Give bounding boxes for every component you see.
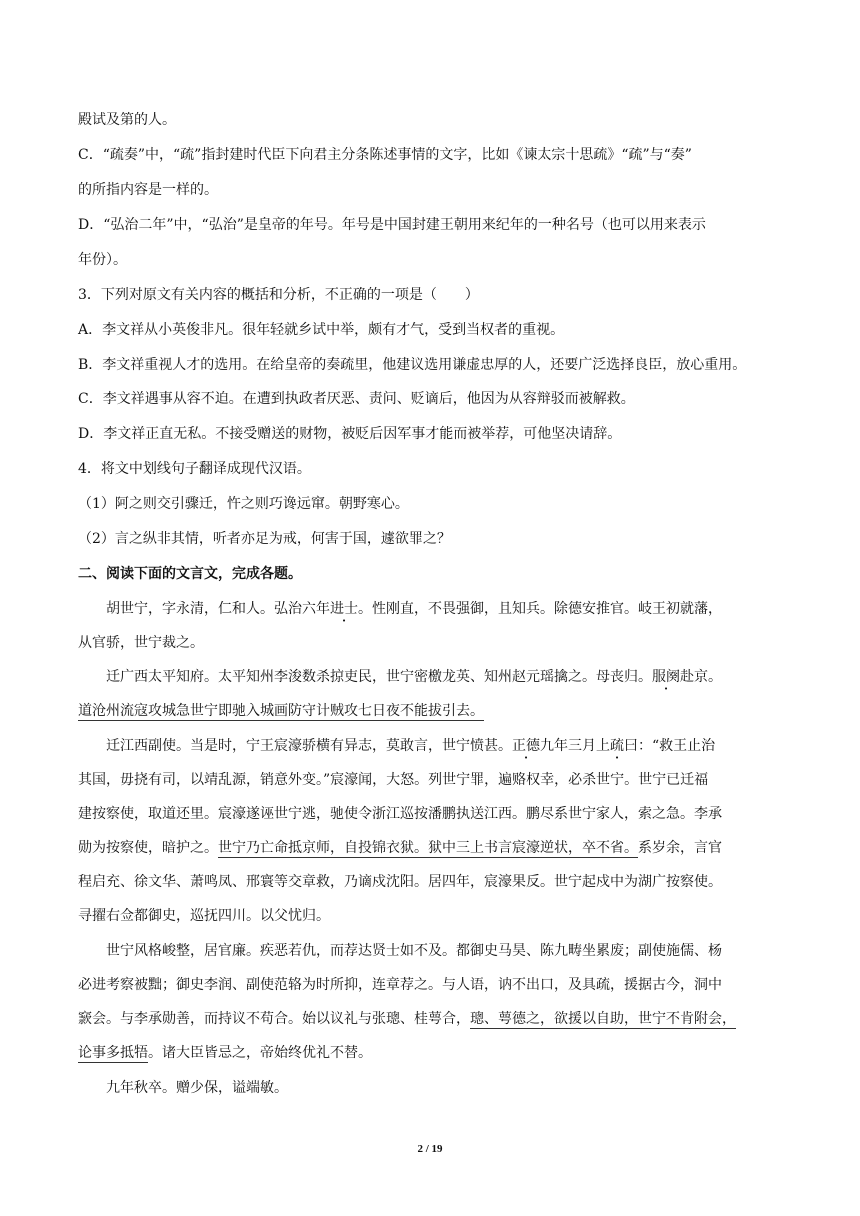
q3-option-b: B．李文祥重视人才的选用。在给皇帝的奏疏里，他建议选用谦虚忠厚的人，还要广泛选择良臣，放心重用。 [78, 357, 747, 373]
q3-option-a: A．李文祥从小英俊非凡。很年轻就乡试中举，颇有才气，受到当权者的重视。 [78, 322, 565, 338]
text-span: 胡世宁，字永清，仁和人。弘治六年 [106, 601, 330, 617]
page-number: 2 / 19 [417, 1143, 443, 1155]
q2-option-d-line2: 年份）。 [78, 252, 127, 268]
dotted-term: 进士 [330, 601, 358, 617]
passage-p3-line2: 其国，毋挠有司，以靖乱源，销意外变。”宸濠闻，大怒。列世宁罪，遍赂权幸，必杀世宁。世宁已迁福 [78, 772, 709, 788]
passage-p2-line1 [106, 667, 790, 687]
text-span: 九年三月上 [540, 738, 610, 754]
passage-p4-line4 [78, 1043, 790, 1063]
section2-heading: 二、阅读下面的文言文，完成各题。 [78, 566, 302, 582]
passage-p1-line2: 从官骄，世宁裁之。 [78, 635, 204, 651]
text-span: 迁广西太平知府。太平知州李浚数杀掠吏民，世宁密檄龙英、知州赵元瑶擒之。母丧归。 [106, 669, 652, 685]
q2-option-c-line2: 的所指内容是一样的。 [78, 182, 218, 198]
q2-option-a-end: 殿试及第的人。 [78, 112, 176, 128]
q3-option-c: C．李文祥遇事从容不迫。在遭到执政者厌恶、责问、贬谪后，他因为从容辩驳而被解救。 [78, 391, 635, 407]
text-span: 窾会。与李承勋善，而持议不苟合。始以议礼与张璁、桂萼合， [78, 1011, 470, 1027]
q4-sentence-2: （2）言之纵非其情，听者亦足为戒，何害于国，遽欲罪之？ [78, 531, 451, 547]
q2-option-c-line1: C．“疏奏”中，“疏”指封建时代臣下向君主分条陈述事情的文字，比如《谏太宗十思疏》“疏”与“奏” [78, 147, 692, 163]
passage-p3-line1 [106, 736, 790, 756]
passage-p5: 九年秋卒。赠少保，谥端敏。 [106, 1080, 288, 1096]
text-span: 系岁余，言官 [638, 840, 722, 856]
passage-p4-line2: 必进考察被黜；御史李润、副使范辂为时所抑，连章荐之。与人语，讷不出口，及具疏，援据古今，洞中 [78, 977, 722, 993]
passage-p3-line3: 建按察使，取道还里。宸濠遂诬世宁逃，驰使令浙江巡按潘鹏执送江西。鹏尽系世宁家人，索之急。李承 [78, 806, 722, 822]
q3-stem: 3．下列对原文有关内容的概括和分析，不正确的一项是（ ） [78, 287, 479, 303]
passage-p3-line5: 程启充、徐文华、萧鸣凤、邢寰等交章救，乃谪戍沈阳。居四年，宸濠果反。世宁起戍中为湖广按察使。 [78, 874, 722, 890]
q4-stem: 4．将文中划线句子翻译成现代汉语。 [78, 461, 311, 477]
dotted-term: 疏 [610, 738, 624, 754]
underlined-sentence: 论事多抵牾 [78, 1045, 148, 1061]
q4-sentence-1: （1）阿之则交引骤迁，忤之则巧谗远窜。朝野寒心。 [78, 496, 409, 512]
q3-option-d: D．李文祥正直无私。不接受赠送的财物，被贬后因军事才能而被举荐，可他坚决请辞。 [78, 426, 622, 442]
text-span: 曰：“救王止治 [624, 738, 716, 754]
text-span: 迁江西副使。当是时，宁王宸濠骄横有异志，莫敢言，世宁愤甚。 [106, 738, 512, 754]
passage-p3-line4 [78, 838, 790, 858]
passage-p4-line1: 世宁风格峻整，居官廉。疾恶若仇，而荐达贤士如不及。都御史马昊、陈九畴坐累废；副使施儒、杨 [106, 943, 722, 959]
text-span: 。性刚直，不畏强御，且知兵。除德安推官。岐王初就藩， [358, 601, 722, 617]
q2-option-d-line1: D．“弘治二年”中，“弘治”是皇帝的年号。年号是中国封建王朝用来纪年的一种名号（也可以用来表示 [78, 217, 706, 233]
passage-p2-line2 [78, 701, 790, 721]
passage-p4-line3 [78, 1009, 790, 1029]
underlined-sentence: 世宁乃亡命抵京师，自投锦衣狱。狱中三上书言宸濠逆状，卒不省。 [218, 840, 638, 856]
underlined-sentence: 璁、萼德之，欲援以自助，世宁不肯附会， [470, 1011, 736, 1027]
underlined-sentence: 道沧州流寇攻城急世宁即驰入城画防守计贼攻七日夜不能拔引去。 [78, 703, 484, 719]
dotted-term: 正德 [512, 738, 540, 754]
passage-p1-line1 [106, 599, 790, 619]
text-span: 赴京。 [680, 669, 722, 685]
text-span: 。诸大臣皆忌之，帝始终优礼不替。 [148, 1045, 372, 1061]
passage-p3-line6: 寻擢右佥都御史，巡抚四川。以父忧归。 [78, 908, 330, 924]
text-span: 勋为按察使，暗护之。 [78, 840, 218, 856]
dotted-term: 服阕 [652, 669, 680, 685]
